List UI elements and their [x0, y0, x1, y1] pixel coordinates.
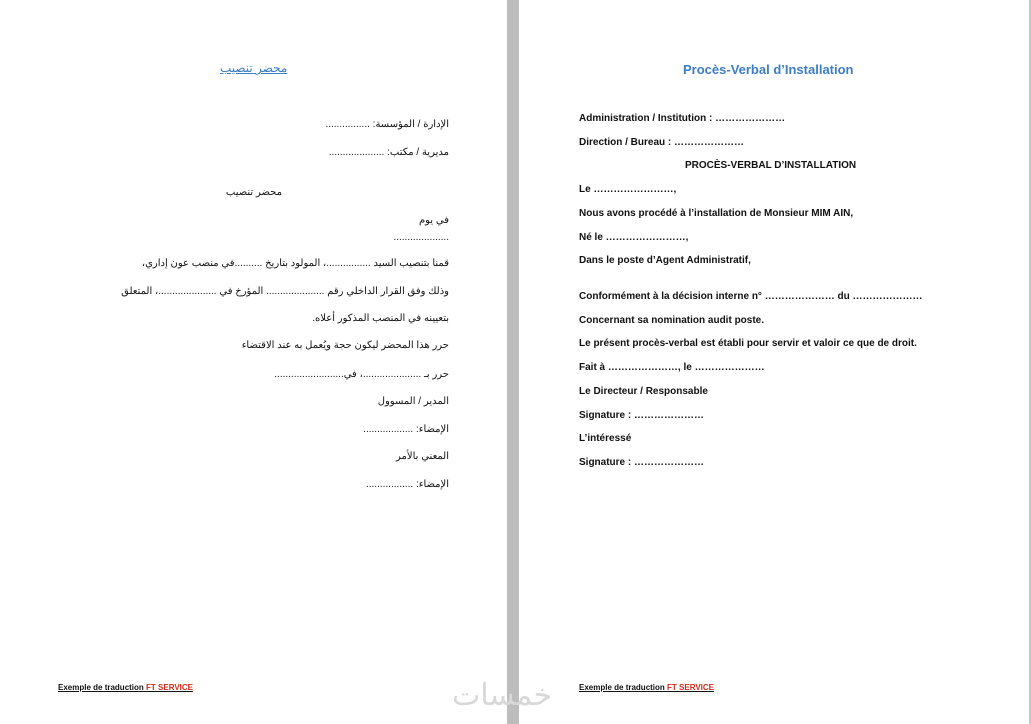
arabic-line-concerned: المعني بالأمر	[396, 451, 449, 462]
arabic-line-decision: وذلك وفق القرار الداخلي رقم ..................... المؤرخ في .....................، المتعلق	[121, 286, 449, 297]
left-footer	[58, 683, 193, 692]
french-line-concerned: L’intéressé	[579, 433, 632, 444]
footer-brand: FT SERVICE	[146, 683, 194, 692]
arabic-heading: محضر تنصيب	[225, 187, 282, 198]
french-page	[519, 0, 1029, 724]
french-title: Procès-Verbal d’Installation	[683, 62, 854, 77]
french-line-statement: Le présent procès-verbal est établi pour servir et valoir ce que de droit.	[579, 338, 917, 349]
french-line-decision: Conformément à la décision interne n° ………………… du …………………	[579, 291, 923, 302]
arabic-line-director: المدير / المسوول	[377, 396, 449, 407]
arabic-line-administration: الإدارة / المؤسسة: ................	[325, 119, 449, 130]
french-line-director: Le Directeur / Responsable	[579, 386, 708, 397]
french-line-born: Né le ……………………,	[579, 232, 689, 243]
arabic-line-place-date: حرر بـ .....................، في.........................	[274, 369, 449, 380]
arabic-title: محضر تنصيب	[220, 61, 288, 75]
french-line-installation: Nous avons procédé à l’installation de Monsieur MIM AIN,	[579, 208, 854, 219]
footer-text: Exemple de traduction	[579, 683, 668, 692]
arabic-line-day: في يوم	[418, 215, 449, 226]
french-heading: PROCÈS-VERBAL D’INSTALLATION	[685, 160, 857, 171]
french-line-position: Dans le poste d’Agent Administratif,	[579, 255, 751, 266]
french-line-place-date: Fait à …………………, le …………………	[579, 362, 765, 373]
french-line-nomination: Concernant sa nomination audit poste.	[579, 315, 765, 326]
arabic-line-signature-1: الإمضاء: ..................	[363, 424, 449, 435]
french-line-date: Le ……………………,	[579, 184, 677, 195]
arabic-page	[0, 0, 507, 724]
watermark-logo: خمسات	[452, 678, 553, 713]
footer-text: Exemple de traduction	[58, 683, 147, 692]
french-line-direction: Direction / Bureau : …………………	[579, 137, 745, 148]
right-footer	[579, 683, 714, 692]
arabic-line-day-dots: ....................	[393, 232, 449, 243]
french-line-signature-1: Signature : …………………	[579, 410, 705, 421]
arabic-line-direction: مديرية / مكتب: ....................	[328, 147, 449, 158]
french-line-signature-2: Signature : …………………	[579, 457, 705, 468]
arabic-line-appointment: بتعيينه في المنصب المذكور أعلاه.	[312, 313, 449, 324]
french-line-administration: Administration / Institution : …………………	[579, 113, 786, 124]
arabic-line-installation: قمنا بتنصيب السيد ................، المولود بتاريخ ..........في منصب عون إداري،	[141, 258, 449, 269]
arabic-line-drafted: حرر هذا المحضر ليكون حجة ويُعمل به عند الاقتضاء	[241, 340, 449, 351]
arabic-line-signature-2: الإمضاء: .................	[365, 479, 449, 490]
page-gap	[507, 0, 519, 724]
footer-brand: FT SERVICE	[667, 683, 715, 692]
